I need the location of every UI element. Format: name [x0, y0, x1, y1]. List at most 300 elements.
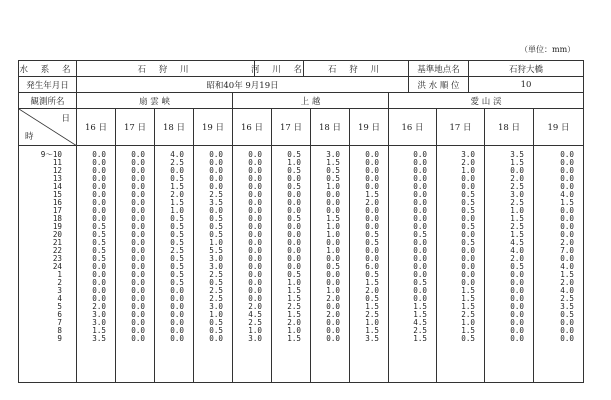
rainfall-value: 1.5 — [365, 278, 379, 287]
rainfall-value: 4.5 — [413, 318, 427, 327]
rainfall-value: 0.0 — [413, 222, 427, 231]
rainfall-value: 3.0 — [209, 254, 223, 263]
rainfall-value: 0.0 — [170, 302, 184, 311]
station-name: 上 越 — [233, 93, 389, 108]
rainfall-value: 0.5 — [170, 230, 184, 239]
rainfall-value: 1.5 — [510, 230, 524, 239]
rainfall-value: 1.5 — [170, 198, 184, 207]
rainfall-value: 0.0 — [365, 222, 379, 231]
rainfall-value: 0.0 — [326, 198, 340, 207]
rainfall-value: 2.5 — [510, 182, 524, 191]
rainfall-value: 6.0 — [365, 262, 379, 271]
rainfall-value: 0.5 — [461, 190, 475, 199]
rainfall-value: 1.0 — [287, 278, 301, 287]
rainfall-value: 0.0 — [326, 206, 340, 215]
rainfall-value: 0.0 — [413, 206, 427, 215]
hour-label: 9～10 — [40, 150, 62, 159]
rainfall-value: 3.0 — [461, 150, 475, 159]
rainfall-value: 3.0 — [326, 150, 340, 159]
rainfall-value: 0.0 — [365, 150, 379, 159]
rainfall-value: 4.5 — [248, 310, 262, 319]
rainfall-value: 1.0 — [287, 158, 301, 167]
rainfall-value: 0.0 — [170, 318, 184, 327]
rainfall-value: 0.0 — [131, 190, 145, 199]
hour-label: 2 — [57, 278, 62, 287]
rainfall-value: 1.5 — [461, 286, 475, 295]
rainfall-value: 0.0 — [413, 158, 427, 167]
rainfall-value: 2.5 — [170, 158, 184, 167]
hour-label: 20 — [52, 230, 62, 239]
rainfall-value: 0.0 — [461, 214, 475, 223]
rainfall-value: 0.0 — [510, 302, 524, 311]
rainfall-table — [18, 60, 584, 383]
rainfall-value: 0.0 — [413, 286, 427, 295]
station-name: 扇 雲 峡 — [77, 93, 233, 108]
rainfall-value: 2.5 — [365, 310, 379, 319]
rainfall-value: 2.0 — [510, 174, 524, 183]
rainfall-value: 0.5 — [365, 270, 379, 279]
rainfall-value: 0.0 — [170, 310, 184, 319]
rainfall-value: 1.5 — [326, 158, 340, 167]
rainfall-value: 0.0 — [209, 334, 223, 343]
rainfall-value: 4.0 — [510, 246, 524, 255]
hour-label: 1 — [57, 270, 62, 279]
rainfall-value: 1.5 — [287, 334, 301, 343]
rainfall-value: 0.5 — [413, 278, 427, 287]
rainfall-value: 0.0 — [248, 222, 262, 231]
rainfall-value: 1.5 — [560, 270, 574, 279]
rainfall-value: 2.5 — [560, 294, 574, 303]
rainfall-value: 0.5 — [287, 150, 301, 159]
day-header: 16 日 — [233, 109, 272, 145]
rainfall-value: 0.0 — [560, 158, 574, 167]
rainfall-value: 0.0 — [560, 334, 574, 343]
rainfall-value: 0.5 — [170, 262, 184, 271]
rainfall-value: 0.5 — [92, 254, 106, 263]
rainfall-value: 1.5 — [326, 214, 340, 223]
rainfall-value: 0.0 — [131, 150, 145, 159]
rainfall-value: 3.5 — [365, 334, 379, 343]
rainfall-value: 1.5 — [287, 310, 301, 319]
station-name: 愛 山 渓 — [470, 96, 502, 107]
rainfall-column — [534, 146, 583, 382]
rainfall-value: 0.0 — [209, 206, 223, 215]
rainfall-value: 0.0 — [92, 198, 106, 207]
hour-label: 4 — [57, 294, 62, 303]
day-header: 16 日 — [77, 109, 116, 145]
rainfall-value: 0.0 — [92, 262, 106, 271]
hour-label: 19 — [52, 222, 62, 231]
rainfall-value: 1.5 — [287, 286, 301, 295]
rainfall-value: 0.0 — [510, 294, 524, 303]
rainfall-value: 0.0 — [461, 230, 475, 239]
rainfall-value: 0.0 — [461, 254, 475, 263]
day-header: 18 日 — [485, 109, 534, 145]
rainfall-value: 0.0 — [248, 158, 262, 167]
rainfall-value: 2.0 — [365, 286, 379, 295]
rainfall-column — [485, 146, 534, 382]
rainfall-value: 0.0 — [92, 174, 106, 183]
rainfall-value: 0.0 — [131, 166, 145, 175]
rainfall-column — [311, 146, 350, 382]
date-label: 発生年月日 — [19, 77, 77, 92]
rainfall-value: 0.0 — [510, 334, 524, 343]
rainfall-value: 0.5 — [209, 222, 223, 231]
rainfall-value: 0.5 — [365, 238, 379, 247]
rainfall-value: 0.0 — [365, 214, 379, 223]
rainfall-value: 0.5 — [209, 278, 223, 287]
rainfall-value: 1.0 — [326, 222, 340, 231]
rainfall-value: 0.0 — [461, 270, 475, 279]
rainfall-value: 0.0 — [131, 254, 145, 263]
base-point-label: 基準地点名 — [409, 61, 469, 76]
river-label: 河 川 名 — [255, 61, 304, 76]
rainfall-value: 0.0 — [131, 334, 145, 343]
rainfall-value: 0.0 — [326, 254, 340, 263]
rainfall-value: 0.5 — [326, 262, 340, 271]
rainfall-value: 0.0 — [248, 262, 262, 271]
rainfall-value: 0.0 — [326, 238, 340, 247]
rainfall-value: 0.0 — [92, 294, 106, 303]
rainfall-value: 0.0 — [92, 166, 106, 175]
rainfall-value: 0.0 — [170, 294, 184, 303]
day-header: 17 日 — [437, 109, 485, 145]
rainfall-value: 1.5 — [287, 294, 301, 303]
rainfall-value: 1.0 — [461, 318, 475, 327]
rainfall-value: 2.5 — [170, 246, 184, 255]
rainfall-value: 0.0 — [461, 278, 475, 287]
hour-label: 23 — [52, 254, 62, 263]
day-header: 19 日 — [547, 123, 570, 133]
header-row-system — [19, 61, 583, 77]
rainfall-value: 0.0 — [92, 158, 106, 167]
rainfall-value: 0.0 — [131, 238, 145, 247]
rainfall-value: 0.0 — [248, 206, 262, 215]
rainfall-value: 0.0 — [92, 190, 106, 199]
rainfall-value: 0.0 — [287, 198, 301, 207]
rainfall-value: 0.5 — [413, 230, 427, 239]
table-body — [19, 146, 583, 382]
rainfall-value: 0.0 — [365, 246, 379, 255]
rainfall-value: 0.0 — [92, 150, 106, 159]
rainfall-value: 0.0 — [287, 206, 301, 215]
rainfall-value: 0.0 — [248, 254, 262, 263]
hour-label: 24 — [52, 262, 62, 271]
header-row-date — [19, 77, 583, 93]
rainfall-value: 1.5 — [461, 302, 475, 311]
rainfall-value: 2.5 — [209, 286, 223, 295]
rainfall-value: 0.0 — [131, 326, 145, 335]
rainfall-value: 0.0 — [287, 254, 301, 263]
rainfall-value: 2.0 — [560, 238, 574, 247]
day-header: 19 日 — [350, 109, 389, 145]
rainfall-value: 0.0 — [287, 190, 301, 199]
rainfall-value: 0.0 — [248, 214, 262, 223]
rainfall-value: 1.5 — [365, 326, 379, 335]
rainfall-value: 1.5 — [510, 158, 524, 167]
rainfall-value: 0.0 — [326, 270, 340, 279]
rainfall-value: 2.5 — [287, 302, 301, 311]
rainfall-value: 0.5 — [461, 334, 475, 343]
rainfall-value: 0.0 — [461, 262, 475, 271]
rainfall-value: 4.5 — [510, 238, 524, 247]
rainfall-value: 4.0 — [560, 286, 574, 295]
rainfall-column — [350, 146, 389, 382]
rainfall-value: 0.0 — [131, 230, 145, 239]
rainfall-value: 1.0 — [510, 206, 524, 215]
rainfall-value: 1.0 — [248, 326, 262, 335]
rainfall-value: 0.0 — [248, 174, 262, 183]
rainfall-value: 0.5 — [287, 182, 301, 191]
header-row-days — [19, 109, 583, 146]
rainfall-value: 0.0 — [510, 326, 524, 335]
rainfall-value: 0.5 — [510, 262, 524, 271]
rainfall-value: 0.0 — [287, 174, 301, 183]
header-row-stations — [19, 93, 583, 109]
rainfall-column — [155, 146, 194, 382]
rainfall-value: 0.0 — [326, 190, 340, 199]
corner-cell — [19, 109, 77, 145]
day-header: 17 日 — [116, 109, 155, 145]
hour-label: 9 — [57, 334, 62, 343]
rainfall-value: 1.5 — [510, 214, 524, 223]
rainfall-value: 0.0 — [248, 166, 262, 175]
hour-label: 14 — [52, 182, 62, 191]
rainfall-value: 0.5 — [365, 230, 379, 239]
rainfall-value: 1.0 — [365, 318, 379, 327]
rainfall-value: 0.0 — [413, 294, 427, 303]
rainfall-value: 1.0 — [287, 326, 301, 335]
rainfall-value: 0.0 — [365, 166, 379, 175]
rainfall-value: 0.0 — [560, 182, 574, 191]
rainfall-value: 0.5 — [92, 230, 106, 239]
rainfall-value: 0.0 — [413, 190, 427, 199]
rainfall-value: 0.0 — [248, 294, 262, 303]
system-value: 石 狩 川 — [77, 61, 255, 76]
rainfall-value: 0.5 — [209, 214, 223, 223]
day-header: 17 日 — [272, 109, 311, 145]
rainfall-column — [389, 146, 437, 382]
day-header: 18 日 — [311, 109, 350, 145]
rainfall-value: 0.5 — [287, 270, 301, 279]
day-header: 19 日 — [194, 109, 233, 145]
rainfall-value: 2.5 — [248, 318, 262, 327]
rainfall-value: 0.0 — [170, 326, 184, 335]
rainfall-value: 0.0 — [131, 286, 145, 295]
rainfall-value: 0.0 — [131, 310, 145, 319]
rainfall-value: 1.0 — [209, 238, 223, 247]
rainfall-value: 0.0 — [560, 318, 574, 327]
rainfall-value: 2.0 — [248, 302, 262, 311]
rainfall-value: 0.0 — [131, 294, 145, 303]
rainfall-value: 0.0 — [461, 174, 475, 183]
hour-label: 3 — [57, 286, 62, 295]
rainfall-value: 0.5 — [92, 222, 106, 231]
rainfall-value: 0.0 — [365, 174, 379, 183]
rainfall-value: 3.0 — [92, 318, 106, 327]
rainfall-value: 0.0 — [131, 278, 145, 287]
rainfall-value: 1.5 — [170, 182, 184, 191]
rainfall-value: 0.0 — [131, 182, 145, 191]
rainfall-value: 2.5 — [413, 326, 427, 335]
rainfall-value: 0.5 — [170, 222, 184, 231]
rainfall-value: 0.0 — [326, 302, 340, 311]
hour-label: 18 — [52, 214, 62, 223]
hour-axis-label: 時 — [25, 132, 34, 142]
hour-label: 7 — [57, 318, 62, 327]
rainfall-value: 0.0 — [560, 214, 574, 223]
rainfall-value: 0.0 — [413, 238, 427, 247]
rainfall-value: 2.0 — [287, 318, 301, 327]
rainfall-value: 0.0 — [560, 206, 574, 215]
rainfall-value: 0.0 — [209, 174, 223, 183]
rainfall-value: 0.0 — [461, 246, 475, 255]
hour-label: 15 — [52, 190, 62, 199]
rainfall-value: 0.0 — [92, 214, 106, 223]
rainfall-value: 0.0 — [248, 246, 262, 255]
rainfall-value: 0.0 — [248, 230, 262, 239]
rainfall-value: 2.0 — [365, 198, 379, 207]
rainfall-value: 0.5 — [461, 222, 475, 231]
rainfall-value: 0.5 — [170, 238, 184, 247]
rainfall-value: 1.5 — [365, 190, 379, 199]
rainfall-value: 0.0 — [131, 246, 145, 255]
flood-rank-label: 洪 水 順 位 — [409, 77, 469, 92]
rainfall-value: 0.0 — [365, 158, 379, 167]
rainfall-value: 0.0 — [510, 286, 524, 295]
rainfall-value: 0.0 — [287, 246, 301, 255]
rainfall-value: 0.5 — [209, 318, 223, 327]
rainfall-value: 3.5 — [92, 334, 106, 343]
rainfall-value: 0.0 — [248, 238, 262, 247]
rainfall-value: 0.5 — [461, 206, 475, 215]
rainfall-value: 1.5 — [413, 310, 427, 319]
rainfall-value: 0.5 — [365, 294, 379, 303]
rainfall-value: 0.0 — [560, 230, 574, 239]
rainfall-value: 0.0 — [413, 150, 427, 159]
day-axis-label: 日 — [61, 114, 70, 124]
rainfall-value: 0.0 — [170, 166, 184, 175]
rainfall-value: 3.0 — [209, 262, 223, 271]
rainfall-column — [437, 146, 485, 382]
rainfall-value: 0.0 — [248, 278, 262, 287]
hour-label: 12 — [52, 166, 62, 175]
rainfall-value: 0.0 — [326, 318, 340, 327]
rainfall-value: 0.0 — [510, 310, 524, 319]
rainfall-value: 0.5 — [92, 238, 106, 247]
rainfall-value: 4.0 — [560, 262, 574, 271]
rainfall-value: 1.0 — [326, 182, 340, 191]
rainfall-value: 1.5 — [560, 198, 574, 207]
rainfall-value: 3.0 — [510, 190, 524, 199]
rainfall-value: 2.0 — [326, 294, 340, 303]
rainfall-value: 0.0 — [326, 334, 340, 343]
rainfall-value: 3.0 — [248, 334, 262, 343]
rainfall-value: 0.0 — [131, 198, 145, 207]
rainfall-value: 5.5 — [209, 246, 223, 255]
hour-label: 6 — [57, 310, 62, 319]
rainfall-value: 0.5 — [209, 230, 223, 239]
rainfall-value: 0.0 — [413, 174, 427, 183]
flood-rank-value: 10 — [520, 79, 532, 90]
rainfall-value: 0.0 — [510, 270, 524, 279]
rainfall-value: 2.0 — [326, 310, 340, 319]
rainfall-value: 0.0 — [560, 166, 574, 175]
rainfall-value: 2.5 — [510, 222, 524, 231]
rainfall-value: 2.5 — [209, 190, 223, 199]
day-header: 18 日 — [155, 109, 194, 145]
rainfall-value: 0.0 — [248, 190, 262, 199]
rainfall-value: 0.0 — [365, 206, 379, 215]
hour-label: 16 — [52, 198, 62, 207]
rainfall-value: 0.0 — [413, 182, 427, 191]
rainfall-value: 0.0 — [209, 150, 223, 159]
rainfall-value: 0.5 — [170, 174, 184, 183]
rainfall-value: 0.5 — [170, 214, 184, 223]
rainfall-value: 3.0 — [209, 302, 223, 311]
rainfall-value: 0.0 — [413, 254, 427, 263]
rainfall-value: 2.0 — [170, 190, 184, 199]
rainfall-value: 0.0 — [413, 246, 427, 255]
hour-label: 17 — [52, 206, 62, 215]
rainfall-value: 0.0 — [209, 158, 223, 167]
rainfall-value: 1.5 — [413, 334, 427, 343]
rainfall-value: 0.5 — [461, 238, 475, 247]
rainfall-value: 0.5 — [461, 198, 475, 207]
rainfall-value: 0.0 — [287, 222, 301, 231]
rainfall-value: 4.0 — [560, 190, 574, 199]
rainfall-value: 3.5 — [510, 150, 524, 159]
rainfall-value: 0.0 — [131, 214, 145, 223]
rainfall-value: 1.0 — [326, 230, 340, 239]
rainfall-value: 0.0 — [560, 174, 574, 183]
rainfall-value: 0.0 — [248, 150, 262, 159]
rainfall-value: 0.0 — [92, 286, 106, 295]
rainfall-value: 0.0 — [413, 198, 427, 207]
rainfall-value: 2.0 — [92, 302, 106, 311]
hour-label: 21 — [52, 238, 62, 247]
rainfall-value: 4.0 — [170, 150, 184, 159]
rainfall-value: 3.5 — [560, 302, 574, 311]
rainfall-value: 2.0 — [461, 158, 475, 167]
rainfall-value: 0.0 — [131, 174, 145, 183]
rainfall-value: 0.0 — [461, 182, 475, 191]
rainfall-value: 0.0 — [209, 182, 223, 191]
rainfall-value: 0.5 — [326, 174, 340, 183]
rainfall-value: 1.5 — [461, 326, 475, 335]
rainfall-column — [77, 146, 116, 382]
rainfall-value: 0.0 — [413, 262, 427, 271]
rainfall-value: 1.0 — [170, 206, 184, 215]
unit-note: （単位：mm） — [520, 45, 576, 54]
rainfall-value: 0.0 — [560, 222, 574, 231]
rainfall-value: 2.5 — [461, 310, 475, 319]
rainfall-column — [116, 146, 155, 382]
rainfall-value: 7.0 — [560, 246, 574, 255]
rainfall-value: 0.0 — [510, 166, 524, 175]
rainfall-value: 0.0 — [560, 326, 574, 335]
rainfall-value: 3.5 — [209, 198, 223, 207]
rainfall-value: 0.0 — [287, 238, 301, 247]
rainfall-value: 0.0 — [510, 318, 524, 327]
rainfall-value: 0.0 — [248, 286, 262, 295]
rainfall-value: 0.0 — [170, 334, 184, 343]
rainfall-value: 2.5 — [209, 294, 223, 303]
hour-label: 13 — [52, 174, 62, 183]
rainfall-value: 0.0 — [92, 206, 106, 215]
rainfall-value: 0.0 — [365, 182, 379, 191]
rainfall-value: 0.0 — [326, 278, 340, 287]
